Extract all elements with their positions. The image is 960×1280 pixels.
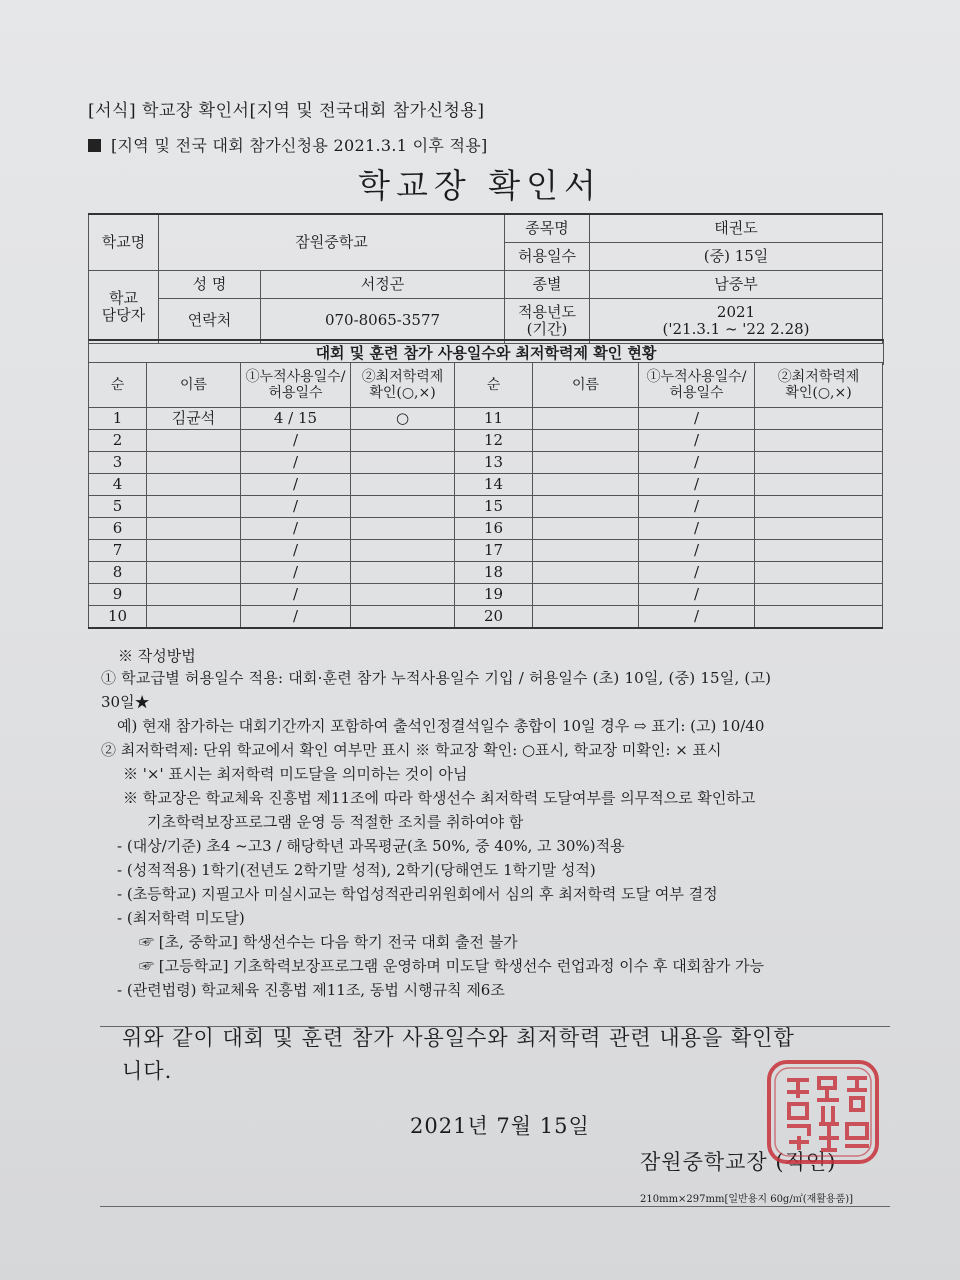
- header-check-right: ②최저학력제 확인(○,×): [755, 363, 883, 408]
- header-no-right: 순: [455, 363, 533, 408]
- name-label: 성 명: [159, 271, 261, 299]
- row-check: [351, 518, 455, 540]
- row-name-right: [533, 408, 639, 430]
- table-header-row: [89, 363, 883, 408]
- row-days-right: /: [639, 452, 755, 474]
- row-name: 김균석: [147, 408, 241, 430]
- table-row: [89, 496, 883, 518]
- row-name: [147, 518, 241, 540]
- row-number-right: 14: [455, 474, 533, 496]
- row-name-right: [533, 430, 639, 452]
- row-check-right: [755, 606, 883, 629]
- row-check-right: [755, 540, 883, 562]
- form-label: [서식] 학교장 확인서[지역 및 전국대회 참가신청용]: [88, 101, 485, 121]
- type-label: 종별: [505, 271, 590, 299]
- row-check-right: [755, 474, 883, 496]
- note-line: ① 학교급별 허용일수 적용: 대회·훈련 참가 누적사용일수 기입 / 허용일수 (초) 10일, (중) 15일, (고): [101, 669, 772, 687]
- event-label: 종목명: [505, 214, 590, 243]
- header-check: ②최저학력제 확인(○,×): [351, 363, 455, 408]
- row-number: 5: [89, 496, 147, 518]
- row-check: [351, 562, 455, 584]
- row-number: 2: [89, 430, 147, 452]
- note-line: ☞ [고등학교] 기초학력보장프로그램 운영하며 미도달 학생선수 런업과정 이수 후 대회참가 가능: [139, 957, 765, 975]
- row-check: [351, 496, 455, 518]
- row-days: /: [241, 540, 351, 562]
- header-name-right: 이름: [533, 363, 639, 408]
- row-days: /: [241, 474, 351, 496]
- issue-date: 2021년 7월 15일: [410, 1114, 590, 1138]
- type-value: 남중부: [590, 271, 883, 299]
- row-name: [147, 496, 241, 518]
- divider-bottom: [100, 1206, 890, 1207]
- table-row: [89, 606, 883, 629]
- row-number: 6: [89, 518, 147, 540]
- row-days: /: [241, 584, 351, 606]
- row-name-right: [533, 474, 639, 496]
- note-line: - (최저학력 미도달): [117, 909, 245, 927]
- info-table: [88, 213, 883, 344]
- row-days-right: /: [639, 496, 755, 518]
- row-check: [351, 540, 455, 562]
- school-label: 학교명: [89, 214, 159, 271]
- header-name: 이름: [147, 363, 241, 408]
- row-number: 1: [89, 408, 147, 430]
- row-number-right: 11: [455, 408, 533, 430]
- row-check: [351, 584, 455, 606]
- row-name: [147, 430, 241, 452]
- row-name-right: [533, 540, 639, 562]
- table-row: [89, 408, 883, 430]
- note-line: ☞ [초, 중학교] 학생선수는 다음 학기 전국 대회 출전 불가: [139, 933, 518, 951]
- signer: 잠원중학교장 (직인): [640, 1150, 837, 1174]
- row-check-right: [755, 496, 883, 518]
- phone-label: 연락처: [159, 299, 261, 344]
- table-row: [89, 584, 883, 606]
- note-line: 예) 현재 참가하는 대회기간까지 포함하여 출석인정결석일수 총합이 10일 경우 ⇨ 표기: (고) 10/40: [117, 717, 765, 735]
- usage-table: [88, 362, 883, 629]
- header-days: ①누적사용일수/ 허용일수: [241, 363, 351, 408]
- table-row: [89, 562, 883, 584]
- square-bullet-icon: [88, 139, 101, 152]
- row-days: /: [241, 562, 351, 584]
- header-no: 순: [89, 363, 147, 408]
- school-value: 잠원중학교: [159, 214, 505, 271]
- table-row: [89, 430, 883, 452]
- row-number: 9: [89, 584, 147, 606]
- row-name-right: [533, 518, 639, 540]
- row-number: 4: [89, 474, 147, 496]
- confirm-line: 위와 같이 대회 및 훈련 참가 사용일수와 최저학력 관련 내용을 확인합: [122, 1026, 795, 1050]
- row-days-right: /: [639, 408, 755, 430]
- table-row: [89, 452, 883, 474]
- note-line: 기초학력보장프로그램 운영 등 적절한 조치를 취하여야 함: [147, 813, 524, 831]
- row-days: 4 / 15: [241, 408, 351, 430]
- row-days-right: /: [639, 584, 755, 606]
- row-number: 10: [89, 606, 147, 629]
- grid-banner: 대회 및 훈련 참가 사용일수와 최저학력제 확인 현황: [88, 339, 884, 365]
- days-label: 허용일수: [505, 243, 590, 271]
- phone-value: 070-8065-3577: [261, 299, 505, 344]
- row-check-right: [755, 584, 883, 606]
- contact-label: 학교 담당자: [89, 271, 159, 344]
- row-days-right: /: [639, 430, 755, 452]
- row-number-right: 19: [455, 584, 533, 606]
- row-check-right: [755, 452, 883, 474]
- row-number: 3: [89, 452, 147, 474]
- row-number-right: 17: [455, 540, 533, 562]
- row-days: /: [241, 606, 351, 629]
- row-name: [147, 540, 241, 562]
- note-line: ※ 학교장은 학교체육 진흥법 제11조에 따라 학생선수 최저학력 도달여부를 의무적으로 확인하고: [123, 789, 756, 807]
- event-value: 태권도: [590, 214, 883, 243]
- paper-spec: 210mm×297mm[일반용지 60g/㎡(재활용품)]: [640, 1194, 854, 1205]
- notes-heading: ※ 작성방법: [118, 647, 196, 665]
- row-check-right: [755, 518, 883, 540]
- year-label: 적용년도 (기간): [505, 299, 590, 344]
- row-number-right: 12: [455, 430, 533, 452]
- row-number: 7: [89, 540, 147, 562]
- days-value: (중) 15일: [590, 243, 883, 271]
- row-days: /: [241, 496, 351, 518]
- row-days: /: [241, 452, 351, 474]
- header-days-right: ①누적사용일수/ 허용일수: [639, 363, 755, 408]
- row-name: [147, 452, 241, 474]
- row-name-right: [533, 606, 639, 629]
- note-line: 30일★: [101, 693, 150, 711]
- row-days: /: [241, 518, 351, 540]
- table-row: [89, 518, 883, 540]
- row-name: [147, 584, 241, 606]
- row-check: [351, 606, 455, 629]
- row-number: 8: [89, 562, 147, 584]
- row-days-right: /: [639, 562, 755, 584]
- row-check: [351, 474, 455, 496]
- row-number-right: 20: [455, 606, 533, 629]
- row-days: /: [241, 430, 351, 452]
- sub-label: [지역 및 전국 대회 참가신청용 2021.3.1 이후 적용]: [111, 136, 488, 155]
- page-title: 학교장 확인서: [358, 166, 602, 205]
- name-value: 서정곤: [261, 271, 505, 299]
- row-check: [351, 430, 455, 452]
- row-days-right: /: [639, 518, 755, 540]
- row-check-right: [755, 562, 883, 584]
- note-line: - (성적적용) 1학기(전년도 2학기말 성적), 2학기(당해연도 1학기말 성적): [117, 861, 596, 879]
- confirm-line: 니다.: [122, 1059, 173, 1083]
- row-name: [147, 606, 241, 629]
- note-line: - (관련법령) 학교체육 진흥법 제11조, 동법 시행규칙 제6조: [117, 981, 505, 999]
- row-name-right: [533, 496, 639, 518]
- row-check: ○: [351, 408, 455, 430]
- row-name: [147, 474, 241, 496]
- note-line: - (초등학교) 지필고사 미실시교는 학업성적관리위원회에서 심의 후 최저학력 도달 여부 결정: [117, 885, 718, 903]
- row-days-right: /: [639, 540, 755, 562]
- row-days-right: /: [639, 606, 755, 629]
- official-seal-icon: [765, 1058, 881, 1166]
- table-row: [89, 540, 883, 562]
- sub-label-row: [88, 133, 488, 156]
- row-name-right: [533, 584, 639, 606]
- row-check-right: [755, 430, 883, 452]
- row-name: [147, 562, 241, 584]
- year-value: 2021 ('21.3.1 ~ '22 2.28): [590, 299, 883, 344]
- row-check: [351, 452, 455, 474]
- note-line: ② 최저학력제: 단위 학교에서 확인 여부만 표시 ※ 학교장 확인: ○표시, 학교장 미확인: × 표시: [101, 741, 722, 759]
- row-name-right: [533, 452, 639, 474]
- row-check-right: [755, 408, 883, 430]
- note-line: ※ '×' 표시는 최저학력 미도달을 의미하는 것이 아님: [123, 765, 468, 783]
- note-line: - (대상/기준) 초4 ~고3 / 해당학년 과목평균(초 50%, 중 40%, 고 30%)적용: [117, 837, 625, 855]
- row-number-right: 13: [455, 452, 533, 474]
- table-row: [89, 474, 883, 496]
- row-number-right: 18: [455, 562, 533, 584]
- row-number-right: 15: [455, 496, 533, 518]
- row-days-right: /: [639, 474, 755, 496]
- row-name-right: [533, 562, 639, 584]
- row-number-right: 16: [455, 518, 533, 540]
